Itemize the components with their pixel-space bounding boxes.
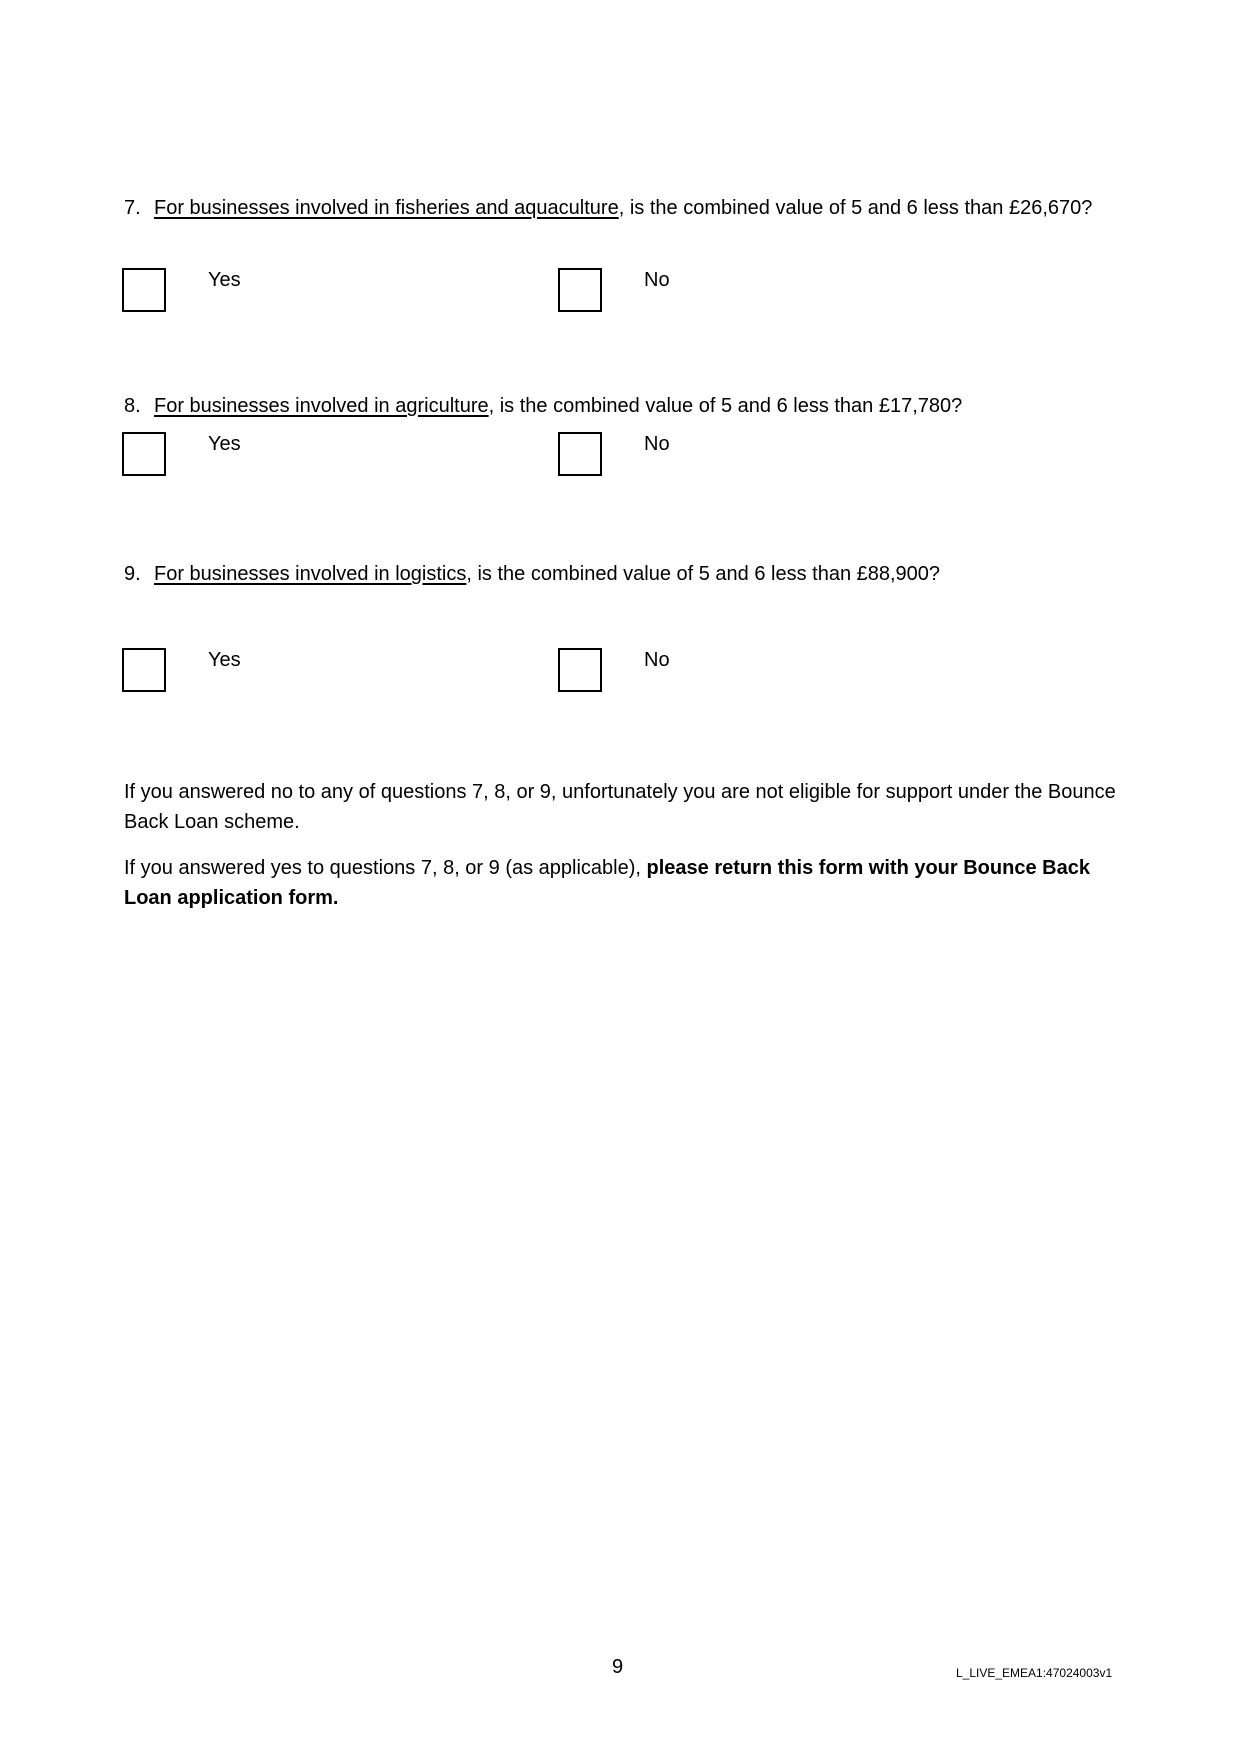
question-7-yes-label: Yes <box>208 269 241 291</box>
question-7-lead: For businesses involved in fisheries and aquaculture <box>154 197 619 219</box>
question-8-rest: , is the combined value of 5 and 6 less than £17,780? <box>488 395 963 417</box>
question-7-rest: , is the combined value of 5 and 6 less than £26,670? <box>618 197 1093 219</box>
question-9-no-checkbox[interactable] <box>558 648 602 692</box>
return-form-note-bold: please return this form with your Bounce Back Loan application form. <box>124 857 1090 909</box>
question-8-yes-checkbox[interactable] <box>122 432 166 476</box>
question-8-text <box>154 391 1094 421</box>
question-7-number: 7. <box>124 197 141 219</box>
question-8-number: 8. <box>124 395 141 417</box>
page-number: 9 <box>612 1656 624 1678</box>
ineligibility-note: If you answered no to any of questions 7, 8, or 9, unfortunately you are not eligible for support under the Bounce Back Loan scheme. <box>124 781 1116 833</box>
question-7-no-label: No <box>644 269 670 291</box>
question-8-lead: For businesses involved in agriculture <box>154 395 489 417</box>
question-8-no-label: No <box>644 433 670 455</box>
return-form-note <box>124 853 1124 913</box>
question-9-text <box>154 559 1094 589</box>
question-7-text <box>154 193 1094 223</box>
return-form-note-plain: If you answered yes to questions 7, 8, or 9 (as applicable), <box>124 857 647 879</box>
question-8-no-checkbox[interactable] <box>558 432 602 476</box>
document-reference: L_LIVE_EMEA1:47024003v1 <box>956 1666 1113 1680</box>
question-9-rest: , is the combined value of 5 and 6 less than £88,900? <box>466 563 941 585</box>
question-8-yes-label: Yes <box>208 433 241 455</box>
question-9-lead: For businesses involved in logistics <box>154 563 467 585</box>
question-7-yes-checkbox[interactable] <box>122 268 166 312</box>
question-9-yes-label: Yes <box>208 649 241 671</box>
question-9-yes-checkbox[interactable] <box>122 648 166 692</box>
question-9-no-label: No <box>644 649 670 671</box>
question-9-number: 9. <box>124 563 141 585</box>
question-7-no-checkbox[interactable] <box>558 268 602 312</box>
